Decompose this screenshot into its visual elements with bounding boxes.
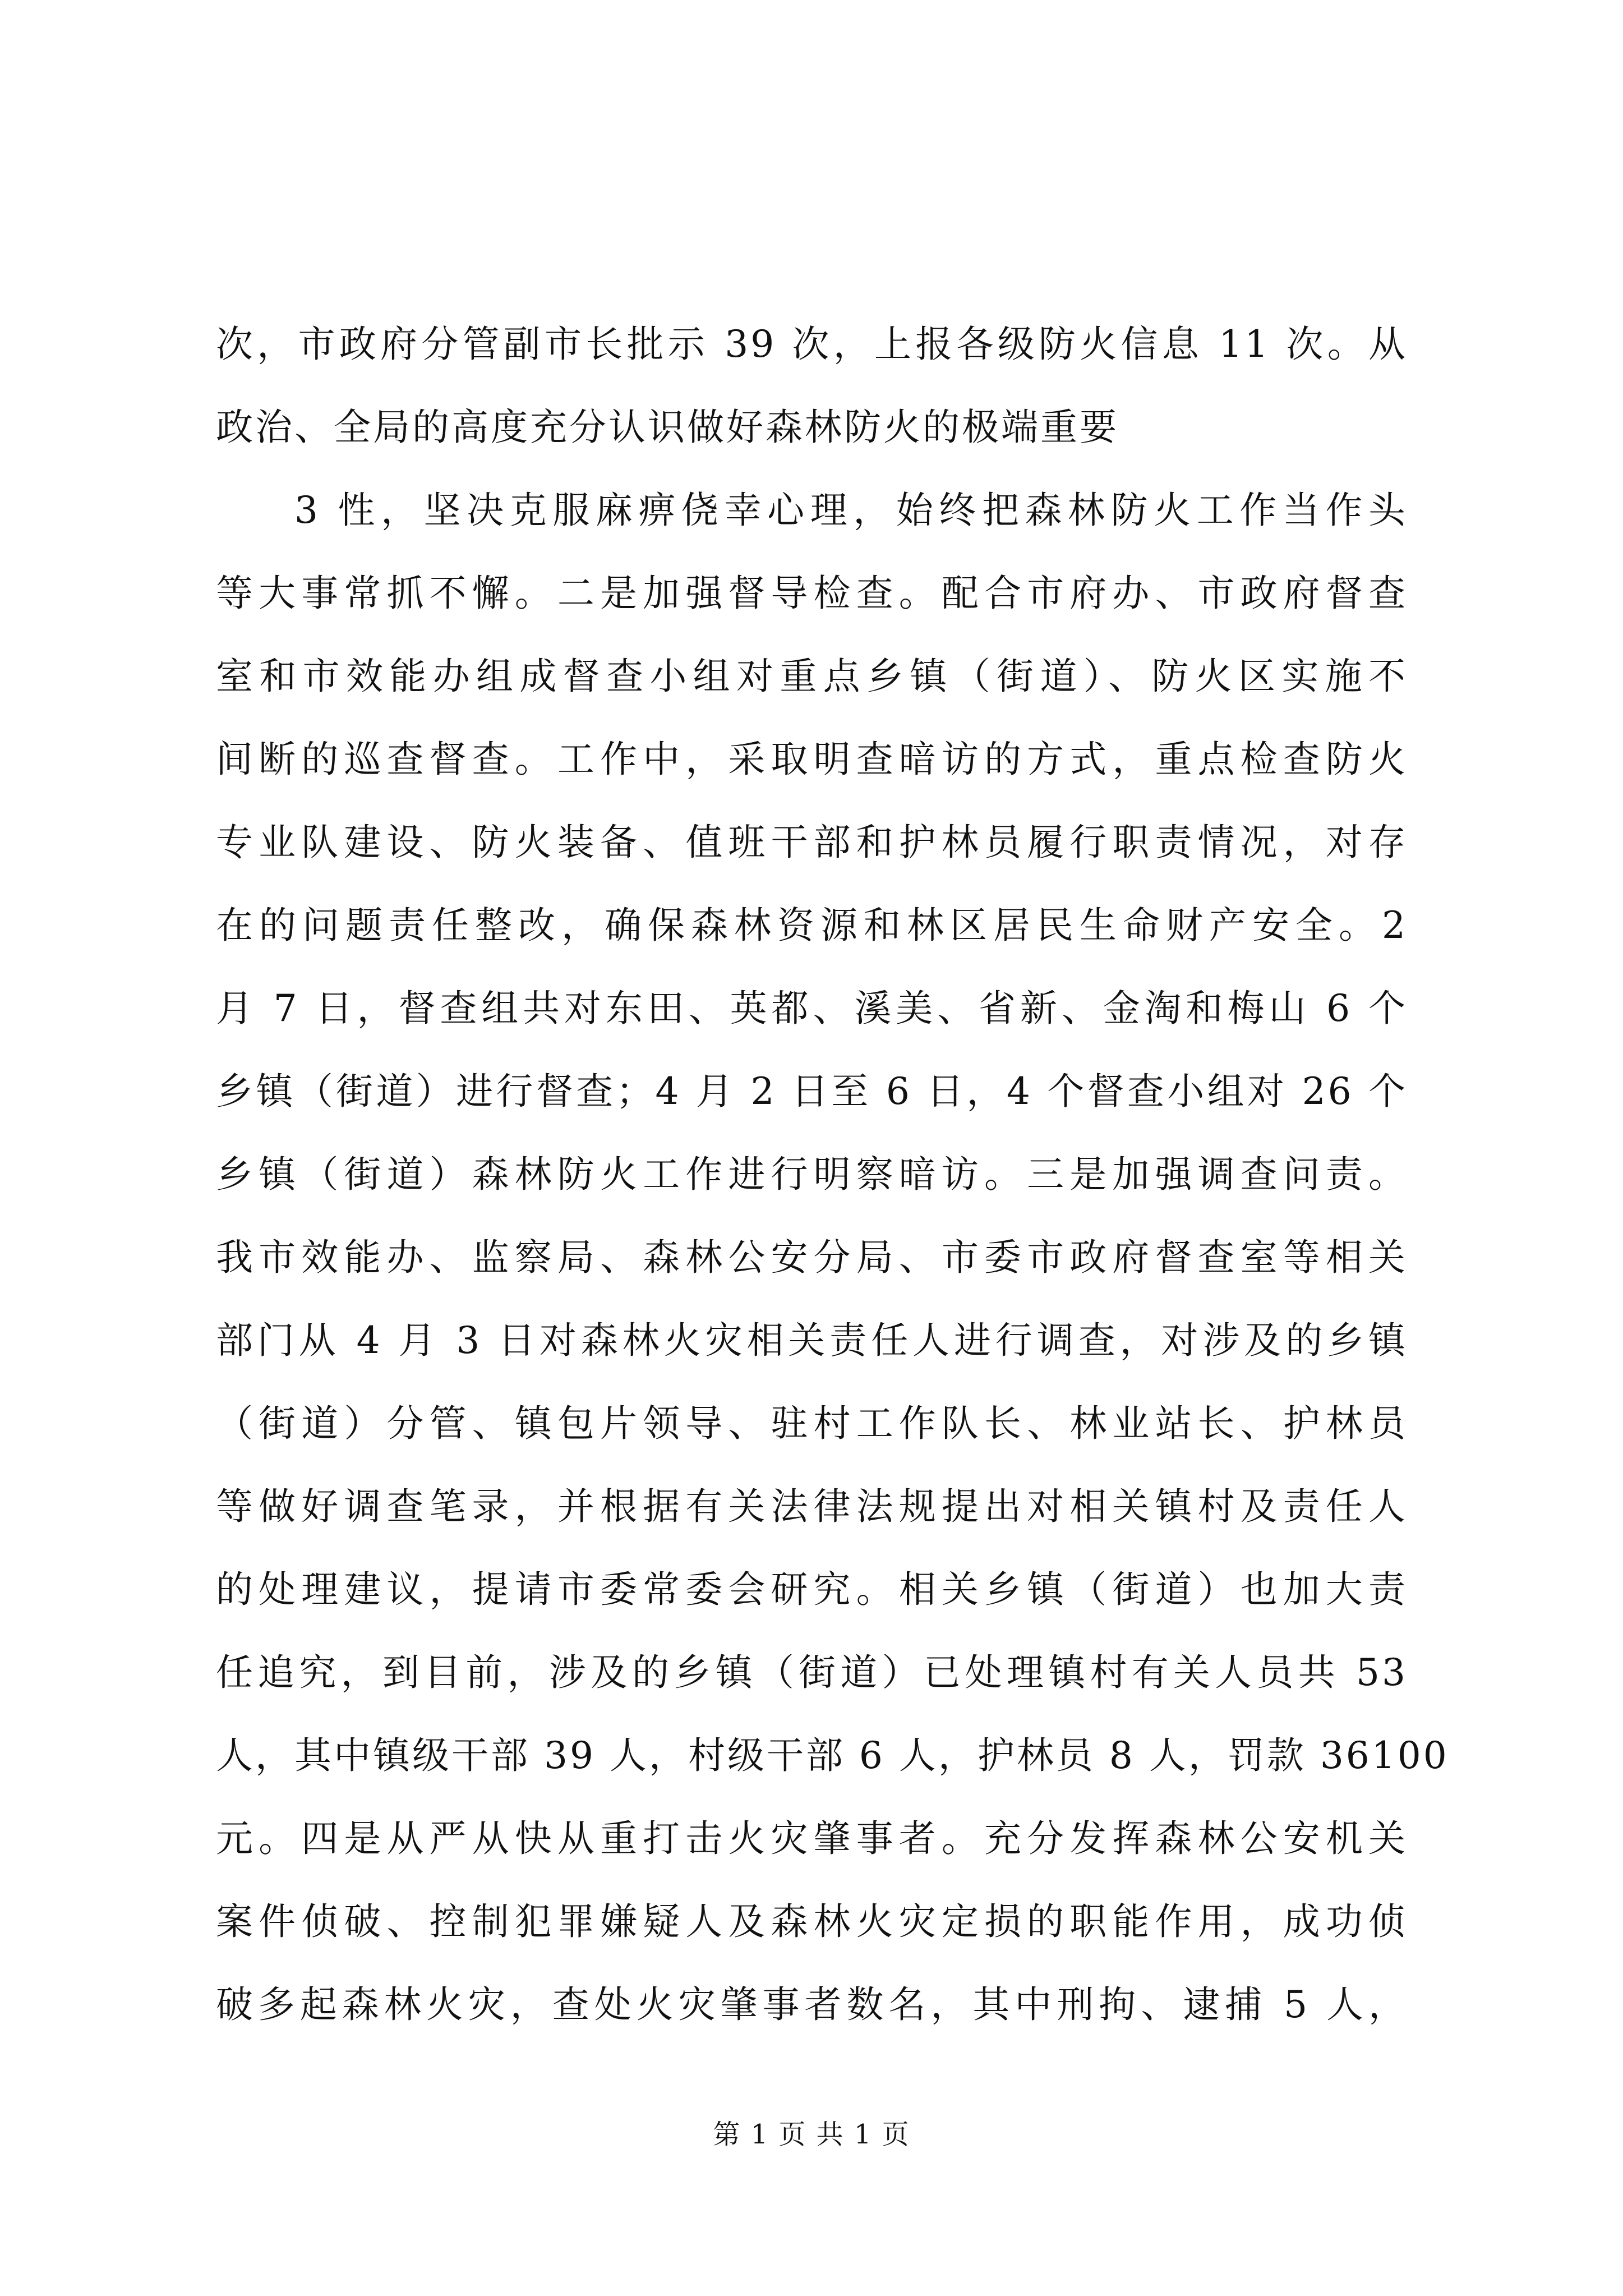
text-line: 人，其中镇级干部 39 人，村级干部 6 人，护林员 8 人，罚款 36100 [216, 1734, 1449, 1777]
text-line: 等做好调查笔录，并根据有关法律法规提出对相关镇村及责任人 [216, 1485, 1408, 1528]
page-number-footer: 第 1 页 共 1 页 [713, 2119, 910, 2150]
text-line: 部门从 4 月 3 日对森林火灾相关责任人进行调查，对涉及的乡镇 [216, 1319, 1408, 1362]
text-line: （街道）分管、镇包片领导、驻村工作队长、林业站长、护林员 [216, 1402, 1408, 1445]
text-line: 政治、全局的高度充分认识做好森林防火的极端重要 [216, 406, 1119, 449]
text-line: 元。四是从严从快从重打击火灾肇事者。充分发挥森林公安机关 [216, 1817, 1408, 1860]
text-line: 等大事常抓不懈。二是加强督导检查。配合市府办、市政府督查 [216, 572, 1408, 615]
text-line: 室和市效能办组成督查小组对重点乡镇（街道）、防火区实施不 [216, 655, 1408, 698]
text-line: 任追究，到目前，涉及的乡镇（街道）已处理镇村有关人员共 53 [216, 1651, 1408, 1694]
text-line: 乡镇（街道）进行督查；4 月 2 日至 6 日，4 个督查小组对 26 个 [216, 1070, 1408, 1113]
text-line: 间断的巡查督查。工作中，采取明查暗访的方式，重点检查防火 [216, 738, 1408, 781]
text-line: 的处理建议，提请市委常委会研究。相关乡镇（街道）也加大责 [216, 1568, 1408, 1611]
text-line: 次，市政府分管副市长批示 39 次，上报各级防火信息 11 次。从 [216, 323, 1408, 366]
text-line: 破多起森林火灾，查处火灾肇事者数名，其中刑拘、逮捕 5 人， [216, 1983, 1408, 2026]
body-text [216, 303, 1449, 2046]
text-line: 在的问题责任整改，确保森林资源和林区居民生命财产安全。2 [216, 904, 1408, 947]
text-line: 乡镇（街道）森林防火工作进行明察暗访。三是加强调查问责。 [216, 1153, 1408, 1196]
text-line: 月 7 日，督查组共对东田、英都、溪美、省新、金淘和梅山 6 个 [216, 987, 1408, 1030]
text-line: 案件侦破、控制犯罪嫌疑人及森林火灾定损的职能作用，成功侦 [216, 1900, 1408, 1943]
paragraph-start-line: 3 性，坚决克服麻痹侥幸心理，始终把森林防火工作当作头 [294, 489, 1408, 532]
text-line: 我市效能办、监察局、森林公安分局、市委市政府督查室等相关 [216, 1236, 1408, 1279]
text-line: 专业队建设、防火装备、值班干部和护林员履行职责情况，对存 [216, 821, 1408, 864]
